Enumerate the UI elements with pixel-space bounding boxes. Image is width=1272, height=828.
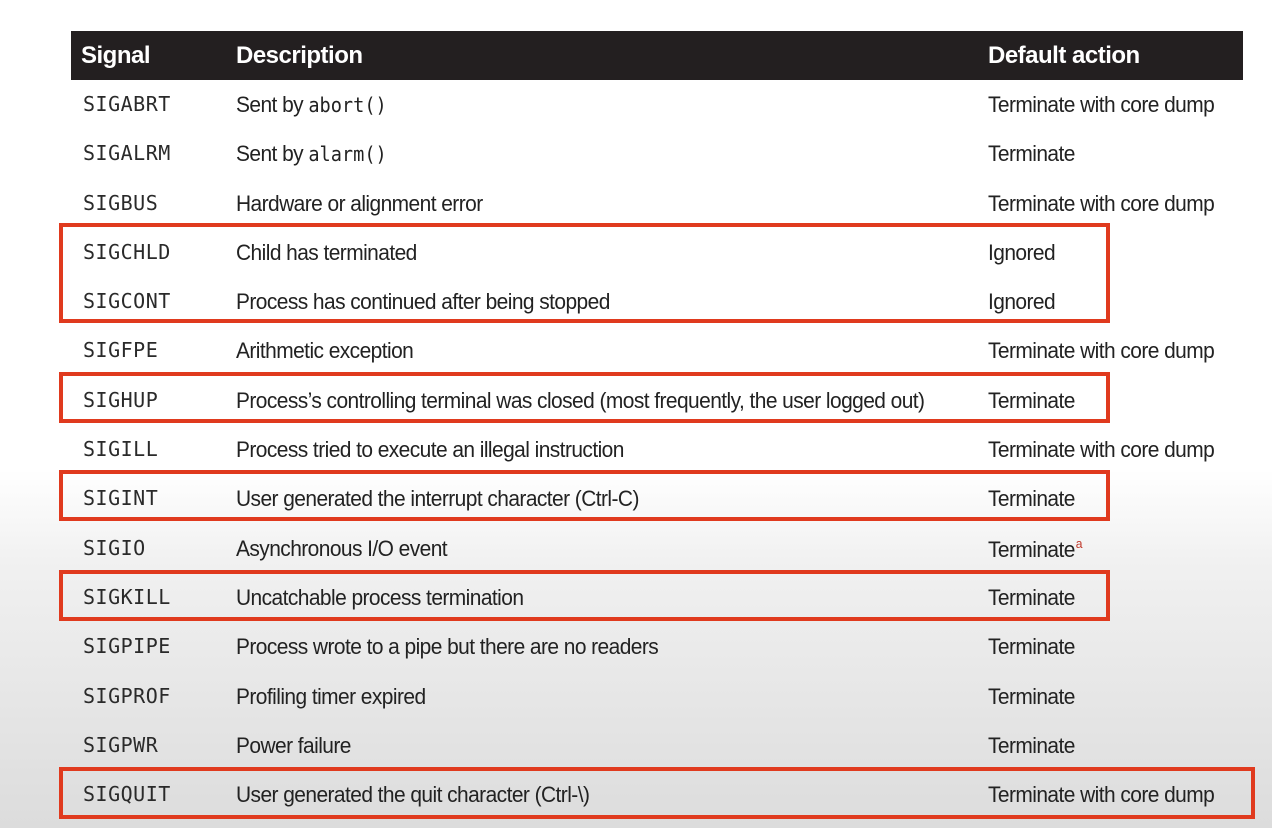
signal-description: Child has terminated bbox=[236, 239, 417, 265]
default-action: Terminate with core dump bbox=[988, 338, 1215, 364]
signal-name: SIGHUP bbox=[83, 387, 159, 412]
header-description: Description bbox=[236, 42, 363, 69]
function-code: abort() bbox=[308, 93, 387, 117]
signal-description bbox=[236, 141, 387, 167]
table-row bbox=[71, 573, 1243, 622]
table-row bbox=[71, 425, 1243, 474]
default-action-text: Terminate bbox=[988, 536, 1075, 562]
header-signal: Signal bbox=[81, 42, 151, 69]
signal-description: Process tried to execute an illegal instruction bbox=[236, 437, 624, 463]
footnote-marker: a bbox=[1075, 535, 1082, 551]
signal-name: SIGCHLD bbox=[83, 239, 171, 264]
default-action: Terminate bbox=[988, 486, 1075, 512]
signal-description: Asynchronous I/O event bbox=[236, 535, 448, 561]
table-row bbox=[71, 721, 1243, 770]
default-action: Terminate with core dump bbox=[988, 92, 1215, 117]
signal-name: SIGBUS bbox=[83, 190, 159, 215]
signal-description: Process has continued after being stopped bbox=[236, 289, 610, 315]
signal-name: SIGFPE bbox=[83, 338, 159, 363]
default-action: Terminate bbox=[988, 683, 1075, 709]
signal-description: User generated the interrupt character (Ctrl-C) bbox=[236, 486, 639, 512]
table-row bbox=[71, 474, 1243, 523]
default-action bbox=[988, 536, 1082, 563]
signal-description: Process’s controlling terminal was closed (most frequently, the user logged out) bbox=[236, 387, 925, 413]
default-action: Terminate with core dump bbox=[988, 190, 1215, 216]
table-row bbox=[71, 228, 1243, 277]
table-row bbox=[71, 376, 1243, 425]
signal-description bbox=[236, 92, 387, 118]
default-action: Terminate with core dump bbox=[988, 782, 1215, 808]
signal-name: SIGILL bbox=[83, 437, 159, 462]
default-action: Terminate bbox=[988, 387, 1075, 413]
signal-name: SIGKILL bbox=[83, 584, 171, 609]
default-action: Ignored bbox=[988, 239, 1056, 265]
signal-description: User generated the quit character (Ctrl-\) bbox=[236, 782, 590, 808]
default-action: Ignored bbox=[988, 289, 1056, 315]
header-default-action: Default action bbox=[988, 42, 1140, 69]
default-action: Terminate with core dump bbox=[988, 437, 1215, 463]
table-row bbox=[71, 277, 1243, 326]
function-code: alarm() bbox=[308, 142, 387, 167]
default-action: Terminate bbox=[988, 584, 1075, 610]
signal-name: SIGPROF bbox=[83, 683, 171, 708]
table-row bbox=[71, 326, 1243, 375]
signal-description: Profiling timer expired bbox=[236, 683, 426, 709]
table-row bbox=[71, 622, 1243, 671]
signal-name: SIGQUIT bbox=[83, 782, 171, 807]
default-action: Terminate bbox=[988, 141, 1075, 167]
table-row bbox=[71, 179, 1243, 228]
signal-name: SIGIO bbox=[83, 535, 146, 560]
signal-name: SIGABRT bbox=[83, 92, 171, 116]
signal-name: SIGPIPE bbox=[83, 634, 171, 659]
signal-name: SIGALRM bbox=[83, 141, 171, 166]
signal-description: Power failure bbox=[236, 732, 351, 758]
signal-name: SIGCONT bbox=[83, 289, 171, 314]
default-action: Terminate bbox=[988, 634, 1075, 660]
description-text: Sent by bbox=[236, 141, 309, 167]
signal-name: SIGPWR bbox=[83, 732, 159, 757]
description-text: Sent by bbox=[236, 92, 309, 117]
signal-description: Process wrote to a pipe but there are no readers bbox=[236, 634, 659, 660]
signal-description: Arithmetic exception bbox=[236, 338, 414, 364]
table-row bbox=[71, 524, 1243, 573]
table-row bbox=[71, 129, 1243, 178]
table-header bbox=[71, 31, 1243, 80]
signal-name: SIGINT bbox=[83, 486, 159, 511]
signal-description: Hardware or alignment error bbox=[236, 190, 483, 216]
default-action: Terminate bbox=[988, 732, 1075, 758]
signal-description: Uncatchable process termination bbox=[236, 584, 524, 610]
table-row bbox=[71, 672, 1243, 721]
signals-table bbox=[71, 31, 1243, 819]
table-row bbox=[71, 80, 1243, 129]
table-row bbox=[71, 770, 1243, 819]
